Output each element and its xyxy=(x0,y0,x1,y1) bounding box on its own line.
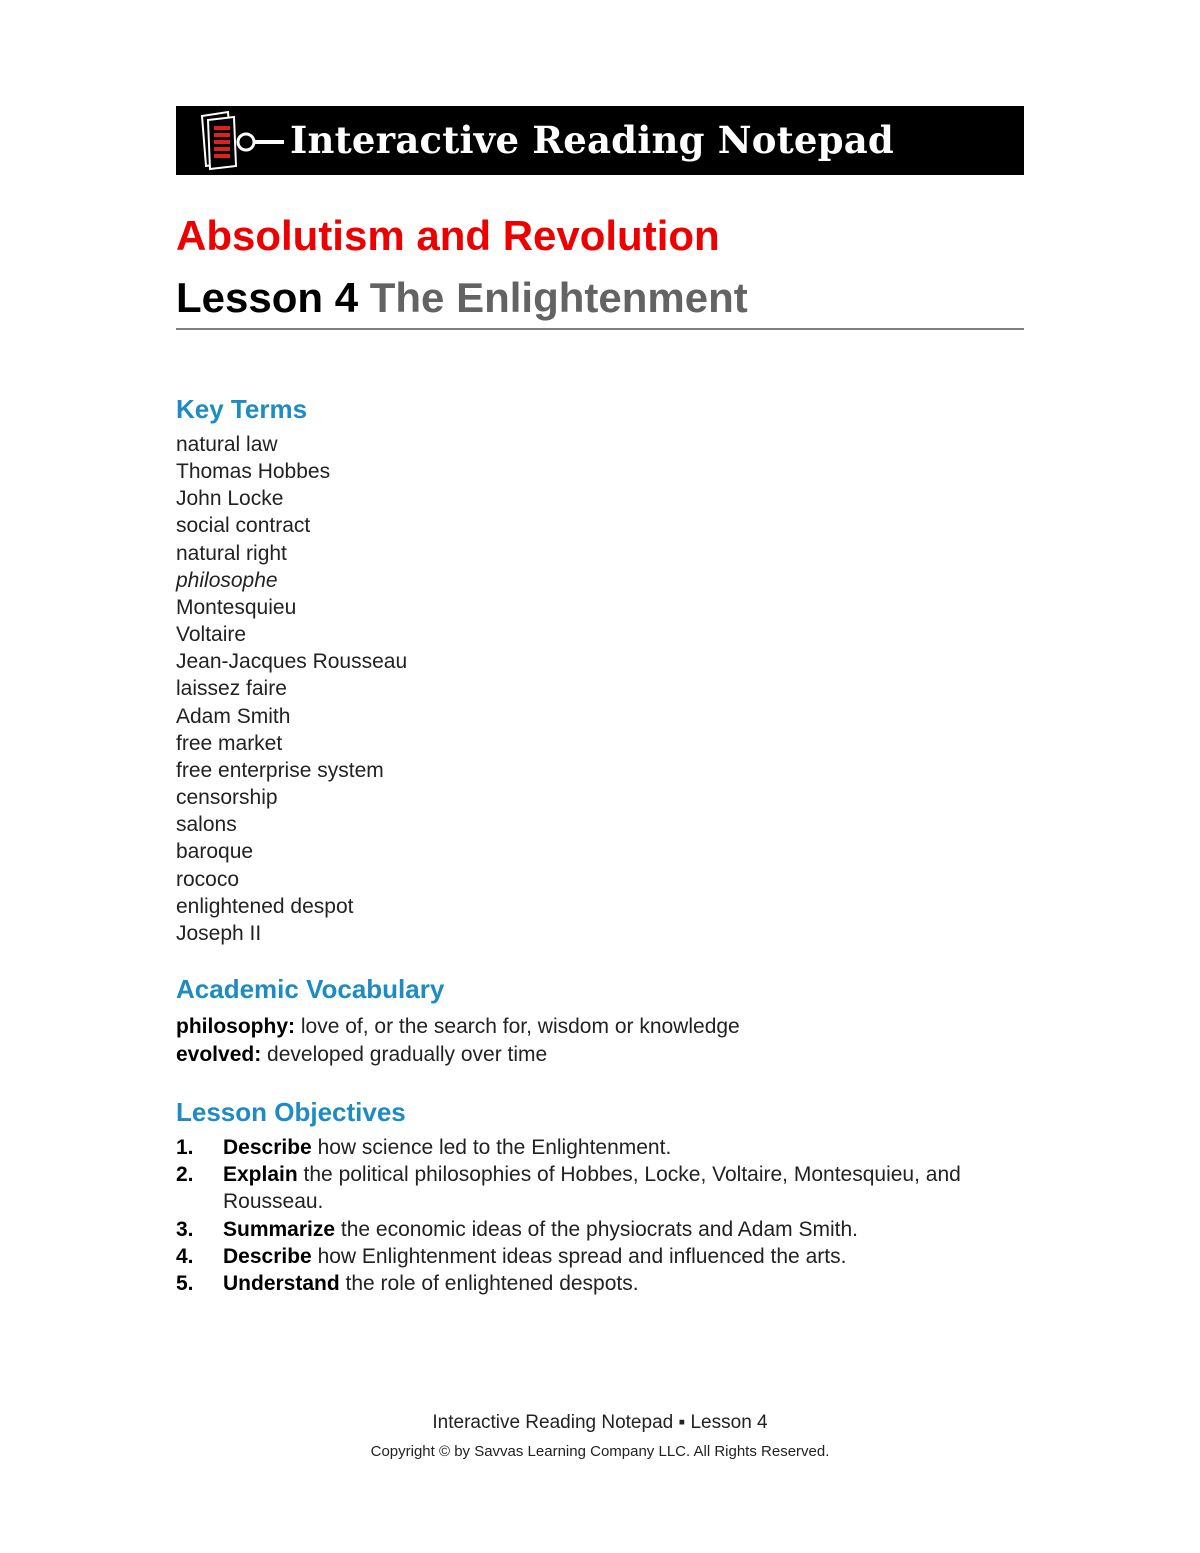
objective-item xyxy=(176,1216,1016,1243)
objective-number: 4. xyxy=(176,1244,194,1268)
header-banner xyxy=(176,106,1024,175)
vocab-item xyxy=(176,1041,740,1069)
key-term-item: baroque xyxy=(176,840,254,864)
key-term-item: salons xyxy=(176,813,237,837)
lesson-number: Lesson 4 xyxy=(176,274,359,321)
objective-text: how science led to the Enlightenment. xyxy=(317,1136,672,1159)
objective-number: 3. xyxy=(176,1217,194,1241)
key-term-item: Joseph II xyxy=(176,921,262,945)
key-term-item: free enterprise system xyxy=(176,758,384,782)
objective-text: the political philosophies of Hobbes, Locke, Voltaire, Montesquieu, and Rousseau. xyxy=(223,1163,961,1214)
unit-title: Absolutism and Revolution xyxy=(176,212,720,259)
objective-text: the role of enlightened despots. xyxy=(345,1272,639,1296)
objective-text: the economic ideas of the physiocrats and Adam Smith. xyxy=(340,1217,859,1241)
objective-number: 5. xyxy=(176,1272,194,1296)
objective-item xyxy=(176,1161,1016,1215)
objective-item xyxy=(176,1270,1016,1297)
lesson-objectives-list xyxy=(176,1134,1016,1297)
banner-title: Interactive Reading Notepad xyxy=(290,118,894,162)
key-term-item: Voltaire xyxy=(176,623,247,647)
objective-item xyxy=(176,1243,1016,1270)
vocab-definition: love of, or the search for, wisdom or knowledge xyxy=(300,1015,740,1038)
objective-verb: Describe xyxy=(223,1244,312,1268)
key-terms-heading: Key Terms xyxy=(176,394,308,424)
objective-item xyxy=(176,1134,1016,1161)
vocab-definition: developed gradually over time xyxy=(267,1043,548,1066)
lesson-name: The Enlightenment xyxy=(369,274,748,321)
vocab-term: evolved: xyxy=(176,1043,262,1066)
vocab-item xyxy=(176,1013,740,1041)
key-term-item: Adam Smith xyxy=(176,704,291,728)
key-term-item: free market xyxy=(176,731,283,755)
key-term-item: natural right xyxy=(176,541,287,565)
objective-verb: Understand xyxy=(223,1272,340,1296)
key-term-item: philosophe xyxy=(176,568,278,592)
lesson-objectives-heading: Lesson Objectives xyxy=(176,1097,406,1127)
objective-verb: Summarize xyxy=(223,1217,336,1241)
key-terms-list xyxy=(176,431,407,947)
key-term-item: John Locke xyxy=(176,487,284,511)
objective-verb: Explain xyxy=(223,1163,298,1187)
vocab-term: philosophy: xyxy=(176,1015,295,1038)
footer-copyright: Copyright © by Savvas Learning Company LLC. All Rights Reserved. xyxy=(370,1443,830,1460)
key-term-item: Jean-Jacques Rousseau xyxy=(176,650,408,674)
lesson-title xyxy=(176,270,1024,330)
notepad-key-icon xyxy=(194,108,284,174)
footer-title: Interactive Reading Notepad ▪ Lesson 4 xyxy=(432,1412,768,1433)
objective-number: 2. xyxy=(176,1163,194,1187)
key-term-item: censorship xyxy=(176,786,278,810)
key-term-item: rococo xyxy=(176,867,240,891)
academic-vocabulary-list xyxy=(176,1013,740,1069)
academic-vocabulary-heading: Academic Vocabulary xyxy=(176,974,445,1004)
objective-number: 1. xyxy=(176,1136,194,1159)
key-term-item: social contract xyxy=(176,514,311,538)
objective-verb: Describe xyxy=(223,1136,312,1159)
key-term-item: laissez faire xyxy=(176,677,287,701)
key-term-item: natural law xyxy=(176,433,278,456)
key-term-item: Montesquieu xyxy=(176,595,297,619)
objective-text: how Enlightenment ideas spread and influenced the arts. xyxy=(317,1244,847,1268)
key-term-item: enlightened despot xyxy=(176,894,354,918)
key-term-item: Thomas Hobbes xyxy=(176,460,331,484)
